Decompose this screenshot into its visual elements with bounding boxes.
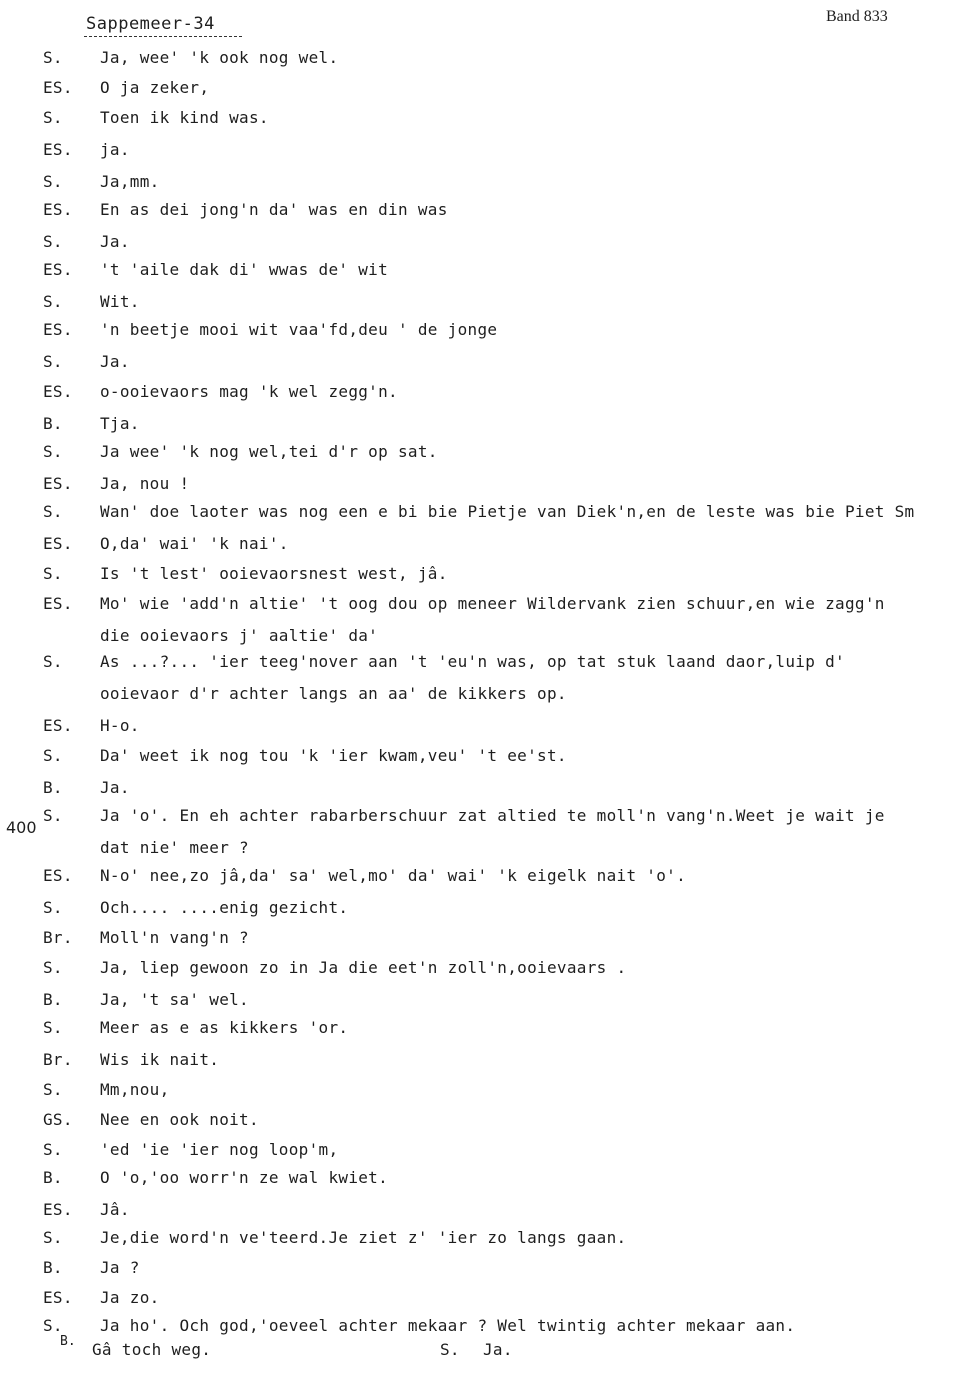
speaker-label: ES. xyxy=(43,200,73,219)
speaker-label: ES. xyxy=(43,1200,73,1219)
utterance-text: ja. xyxy=(100,140,130,159)
utterance-text: Moll'n vang'n ? xyxy=(100,928,249,947)
speaker-label: ES. xyxy=(43,1288,73,1307)
speaker-label: S. xyxy=(43,502,63,521)
utterance-text: Ja wee' 'k nog wel,tei d'r op sat. xyxy=(100,442,438,461)
speaker-label: S. xyxy=(43,1018,63,1037)
utterance-text: Tja. xyxy=(100,414,140,433)
margin-line-number: 400 xyxy=(6,818,37,837)
utterance-text: O,da' wai' 'k nai'. xyxy=(100,534,289,553)
speaker-label: B. xyxy=(43,778,63,797)
speaker-label: ES. xyxy=(43,382,73,401)
utterance-text: O ja zeker, xyxy=(100,78,210,97)
utterance-text: H-o. xyxy=(100,716,140,735)
speaker-label: GS. xyxy=(43,1110,73,1129)
utterance-text: Is 't lest' ooievaorsnest west, jâ. xyxy=(100,564,448,583)
utterance-text: N-o' nee,zo jâ,da' sa' wel,mo' da' wai' 'k eigelk nait 'o'. xyxy=(100,866,687,885)
utterance-text: die ooievaors j' aaltie' da' xyxy=(100,626,379,645)
utterance-text: Ja, liep gewoon zo in Ja die eet'n zoll'n,ooievaars . xyxy=(100,958,627,977)
speaker-label: S. xyxy=(43,172,63,191)
speaker-label: ES. xyxy=(43,716,73,735)
speaker-label: S. xyxy=(43,352,63,371)
speaker-label: ES. xyxy=(43,140,73,159)
utterance-text: Da' weet ik nog tou 'k 'ier kwam,veu' 't ee'st. xyxy=(100,746,567,765)
speaker-label: B. xyxy=(43,414,63,433)
utterance-text: o-ooievaors mag 'k wel zegg'n. xyxy=(100,382,398,401)
speaker-label: B. xyxy=(43,990,63,1009)
utterance-text: Je,die word'n ve'teerd.Je ziet z' 'ier zo langs gaan. xyxy=(100,1228,627,1247)
speaker-label: ES. xyxy=(43,260,73,279)
speaker-label: ES. xyxy=(43,594,73,613)
utterance-text: Nee en ook noit. xyxy=(100,1110,259,1129)
utterance-text: Wis ik nait. xyxy=(100,1050,220,1069)
speaker-label: S. xyxy=(43,564,63,583)
speaker-label: Br. xyxy=(43,1050,73,1069)
speaker-label: S. xyxy=(43,898,63,917)
last-line-text: Gâ toch weg. xyxy=(92,1340,212,1359)
speaker-label: S. xyxy=(43,292,63,311)
utterance-text: ooievaor d'r achter langs an aa' de kikkers op. xyxy=(100,684,567,703)
utterance-text: Ja zo. xyxy=(100,1288,160,1307)
utterance-text: Wan' doe laoter was nog een e bi bie Pietje van Diek'n,en de leste was bie Piet Sm xyxy=(100,502,915,521)
speaker-label: S. xyxy=(43,1080,63,1099)
utterance-text: 'ed 'ie 'ier nog loop'm, xyxy=(100,1140,339,1159)
title-underline xyxy=(84,36,242,37)
utterance-text: Ja 'o'. En eh achter rabarberschuur zat altied te moll'n vang'n.Weet je wait je xyxy=(100,806,885,825)
utterance-text: Jâ. xyxy=(100,1200,130,1219)
utterance-text: Toen ik kind was. xyxy=(100,108,269,127)
speaker-label: B. xyxy=(43,1258,63,1277)
speaker-label: ES. xyxy=(43,866,73,885)
speaker-label: Br. xyxy=(43,928,73,947)
speaker-label: S. xyxy=(43,1140,63,1159)
utterance-text: Ja. xyxy=(100,232,130,251)
utterance-text: Meer as e as kikkers 'or. xyxy=(100,1018,349,1037)
speaker-label: S. xyxy=(43,1228,63,1247)
speaker-label: ES. xyxy=(43,474,73,493)
utterance-text: Ja, nou ! xyxy=(100,474,190,493)
utterance-text: Ja. xyxy=(100,352,130,371)
utterance-text: Ja, 't sa' wel. xyxy=(100,990,249,1009)
document-title: Sappemeer-34 xyxy=(86,14,215,34)
utterance-text: Wit. xyxy=(100,292,140,311)
speaker-label: S. xyxy=(43,958,63,977)
utterance-text: Ja, wee' 'k ook nog wel. xyxy=(100,48,339,67)
speaker-label: S. xyxy=(43,806,63,825)
speaker-label: S. xyxy=(43,108,63,127)
band-number: Band 833 xyxy=(826,8,888,25)
last-line-text-2: Ja. xyxy=(483,1340,513,1359)
utterance-text: 't 'aile dak di' wwas de' wit xyxy=(100,260,389,279)
last-line-speaker: B. xyxy=(60,1334,76,1349)
speaker-label: S. xyxy=(43,1316,63,1335)
speaker-label: S. xyxy=(43,232,63,251)
speaker-label: ES. xyxy=(43,534,73,553)
utterance-text: En as dei jong'n da' was en din was xyxy=(100,200,448,219)
utterance-text: Mo' wie 'add'n altie' 't oog dou op meneer Wildervank zien schuur,en wie zagg'n xyxy=(100,594,885,613)
utterance-text: O 'o,'oo worr'n ze wal kwiet. xyxy=(100,1168,389,1187)
speaker-label: ES. xyxy=(43,78,73,97)
speaker-label: B. xyxy=(43,1168,63,1187)
speaker-label: S. xyxy=(43,48,63,67)
speaker-label: ES. xyxy=(43,320,73,339)
utterance-text: Och.... ....enig gezicht. xyxy=(100,898,349,917)
speaker-label: S. xyxy=(43,652,63,671)
speaker-label: S. xyxy=(43,746,63,765)
utterance-text: As ...?... 'ier teeg'nover aan 't 'eu'n was, op tat stuk laand daor,luip d' xyxy=(100,652,845,671)
utterance-text: Mm,nou, xyxy=(100,1080,170,1099)
speaker-label: S. xyxy=(43,442,63,461)
utterance-text: Ja,mm. xyxy=(100,172,160,191)
utterance-text: Ja ? xyxy=(100,1258,140,1277)
utterance-text: Ja. xyxy=(100,778,130,797)
utterance-text: 'n beetje mooi wit vaa'fd,deu ' de jonge xyxy=(100,320,498,339)
utterance-text: Ja ho'. Och god,'oeveel achter mekaar ? Wel twintig achter mekaar aan. xyxy=(100,1316,796,1335)
last-line-speaker-2: S. xyxy=(440,1340,460,1359)
utterance-text: dat nie' meer ? xyxy=(100,838,249,857)
